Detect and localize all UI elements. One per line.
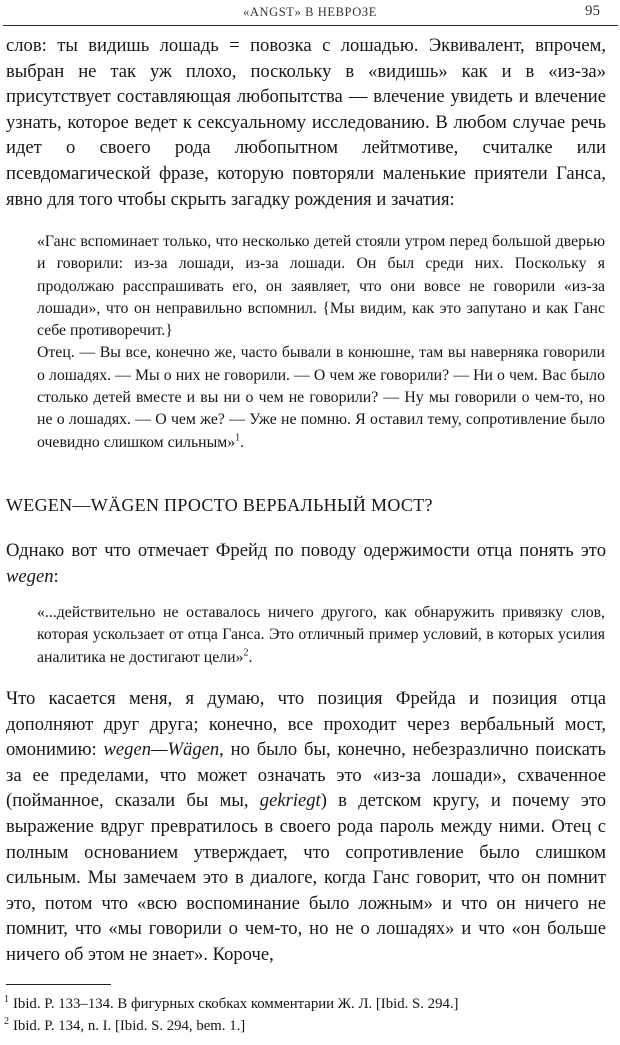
footnote-number: 1 (4, 994, 9, 1006)
paragraph-text: ) в детском кругу, и почему это выражение вдруг превратилось в своего рода пароль между ними. Отец с полным основанием утверждает, что сопротивление было слишком сильным. Мы замечаем это в диалоге, когда Ганс говорит, что он помнит это, потом что «всю воспоминание было ложным» и что он ничего не помнит, что «мы говорили о чем-то, но не о лошадях» и что «он больше ничего об этом не знает». Короче, (6, 790, 606, 965)
footnote-separator (6, 984, 111, 985)
paragraph-text: Что касается меня, я думаю, что позиция Фрейда и позиция отца дополняют друг друга; конечно, все проходит через вербальный мост, омонимию: (6, 688, 606, 761)
footnote-text: Ibid. P. 133–134. В фигурных скобках комментарии Ж. Л. [Ibid. S. 294.] (13, 996, 459, 1012)
running-title: «ANGST» В НЕВРОЗЕ (243, 5, 377, 19)
quote-end-punctuation: . (248, 648, 253, 666)
quote-paragraph: «Ганс вспоминает только, что несколько детей стояли утром перед большой дверью и говорили: из-за лошади, из-за лошади. Он был среди них. Поскольку я продолжаю расспрашивать его, он заявляет, что они вовсе не говорили «из-за лошади», что он неправильно вспомнил. {Мы видим, как это запутано и как Ганс себе противоречит.} (37, 233, 605, 340)
italic-term: wegen (6, 565, 54, 587)
italic-term: gekriegt (259, 790, 321, 812)
paragraph-text: слов: ты видишь лошадь = повозка с лошадью. Эквивалент, впрочем, выбран не так уж плохо, поскольку в «видишь» как и в «из-за» присутствует составляющая любопытства — влечение увидеть и влечение узнать, которое ведет к сексуальному исследованию. В любом случае речь идет о своего рода любопытном лейтмотиве, считалке или псевдомагической фразе, которую повторяли маленькие приятели Ганса, явно для того чтобы скрыть загадку рождения и зачатия: (6, 35, 606, 210)
footnote-text: Ibid. P. 134, n. I. [Ibid. S. 294, bem. 1.] (13, 1017, 246, 1034)
footnote-number: 2 (4, 1015, 9, 1027)
body-paragraph-2 (6, 538, 606, 589)
footnote (4, 994, 614, 1016)
quote-text: «...действительно не оставалось ничего другого, как обнаружить привязку слов, которая ускользает от отца Ганса. Это отличный пример условий, в которых усилия аналитика не достигают цели» (37, 604, 605, 666)
section-heading: WEGEN—WÄGEN ПРОСТО ВЕРБАЛЬНЫЙ МОСТ? (6, 495, 433, 515)
paragraph-text: , но было бы, конечно, небезразлично поискать за ее пределами, что может означать это «из-за лошади», схваченное (пойманное, сказали бы мы, (6, 739, 606, 812)
body-paragraph-3 (6, 686, 606, 968)
paragraph-text: : (53, 565, 59, 587)
footnote-reference[interactable]: 2 (243, 647, 249, 659)
block-quote-1 (37, 231, 605, 454)
footnote-reference[interactable]: 1 (235, 432, 241, 444)
italic-term: wegen—Wägen (103, 739, 220, 761)
header-rule (3, 25, 618, 26)
quote-dialogue (37, 342, 605, 453)
block-quote-2 (37, 602, 605, 669)
footnotes (4, 994, 614, 1037)
quote-end-punctuation: . (240, 433, 245, 451)
paragraph-text: Однако вот что отмечает Фрейд по поводу одержимости отца понять это (6, 540, 606, 561)
page-number: 95 (585, 3, 600, 19)
quote-dialogue-text: Отец. — Вы все, конечно же, часто бывали в конюшне, там вы наверняка говорили о лошадях. — Мы о них не говорили. — О чем же говорили? — Ни о чем. Вас было столько детей вместе и вы ни о чем не говорили? — Ну мы говорили о чем-то, но не о лошадях. — О чем же? — Уже не помню. Я оставил тему, сопротивление было очевидно слишком сильным» (37, 344, 605, 451)
body-paragraph-1 (6, 33, 606, 212)
footnote (4, 1016, 614, 1038)
page-header (0, 0, 620, 26)
